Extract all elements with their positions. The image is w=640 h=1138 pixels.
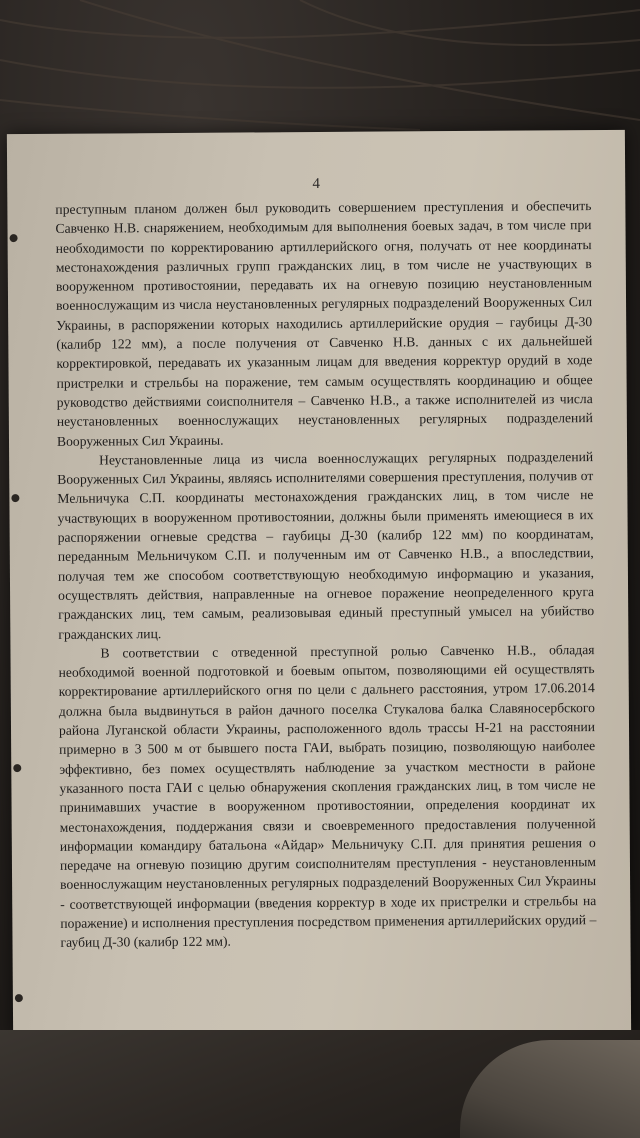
- document-page: [7, 130, 631, 1036]
- document-body: [55, 196, 596, 952]
- binding-hole: [11, 494, 19, 502]
- paragraph-1: преступным планом должен был руководить совершением преступления и обеспечить Савченко Н.В. снаряжением, необходимым для выполнения боевых задач, в том числе при необходимости по корректированию артиллерийского огня, получать от нее координаты местонахождения различных групп гражданских лиц, в том числе не участвующих в вооруженном противостоянии, передавать их на огневую позицию неустановленным военнослужащим из числа неустановленных регулярных подразделений Вооруженных Сил Украины, в распоряжении которых находились артиллерийские орудия – гаубицы Д-30 (калибр 122 мм), а после получения от Савченко Н.В. данных с их дальнейшей корректировкой, передавать их указанным лицам для введения корректур орудий в ходе пристрелки и стрельбы на поражение, тем самым осуществлять координацию и общее руководство действиями соисполнителя – Савченко Н.В., а также исполнителей из числа неустановленных военнослужащих неустановленных регулярных подразделений Вооруженных Сил Украины.: [55, 198, 593, 449]
- paragraph-2: Неустановленные лица из числа военнослужащих регулярных подразделений Вооруженных Сил Украины, являясь исполнителями совершения преступления, получив от Мельничука С.П. координаты местонахождения гражданских лиц, в том числе не участвующих в вооруженном противостоянии, должны были применять имеющиеся в их распоряжении огневые средства – гаубицы Д-30 (калибр 122 мм) по координатам, переданным Мельничуком С.П. и полученным им от Савченко Н.В., а впоследствии, получая тем же способом соответствующую необходимую информацию и указания, осуществлять действия, направленные на огневое поражение неопределенного круга гражданских лиц, тем самым, реализовывая единый преступный умысел на убийство гражданских лиц.: [57, 448, 595, 642]
- binding-hole: [15, 994, 23, 1002]
- paragraph-3: В соответствии с отведенной преступной ролью Савченко Н.В., обладая необходимой военной подготовкой и боевым опытом, позволяющими ей осуществлять корректирование артиллерийского огня по цели с дальнего расстояния, утром 17.06.2014 должна была выдвинуться в район дачного поселка Стукалова балка Славяносербского района Луганской области Украины, расположенного вдоль трассы Н-21 на расстоянии примерно в 3 500 м от бывшего поста ГАИ, выбрать позицию, позволяющую наиболее эффективно, без помех осуществлять наблюдение за участком местности в районе указанного поста ГАИ с целью обнаружения скопления гражданских лиц, в том числе не принимавших участие в вооруженном противостоянии, определения координат их местонахождения, поддержания связи и своевременного предоставления полученной информации командиру батальона «Айдар» Мельничуку С.П. для принятия решения о передаче на огневую позицию другим соисполнителям преступления - неустановленным военнослужащим неустановленных регулярных подразделений Вооруженных Сил Украины - соответствующей информации (введения корректур в ходе их пристрелки и стрельбы на поражение) и исполнения преступления посредством применения артиллерийских орудий – гаубиц Д-30 (калибр 122 мм).: [58, 641, 597, 951]
- binding-hole: [13, 764, 21, 772]
- page-number: 4: [312, 175, 321, 193]
- binding-hole: [10, 234, 18, 242]
